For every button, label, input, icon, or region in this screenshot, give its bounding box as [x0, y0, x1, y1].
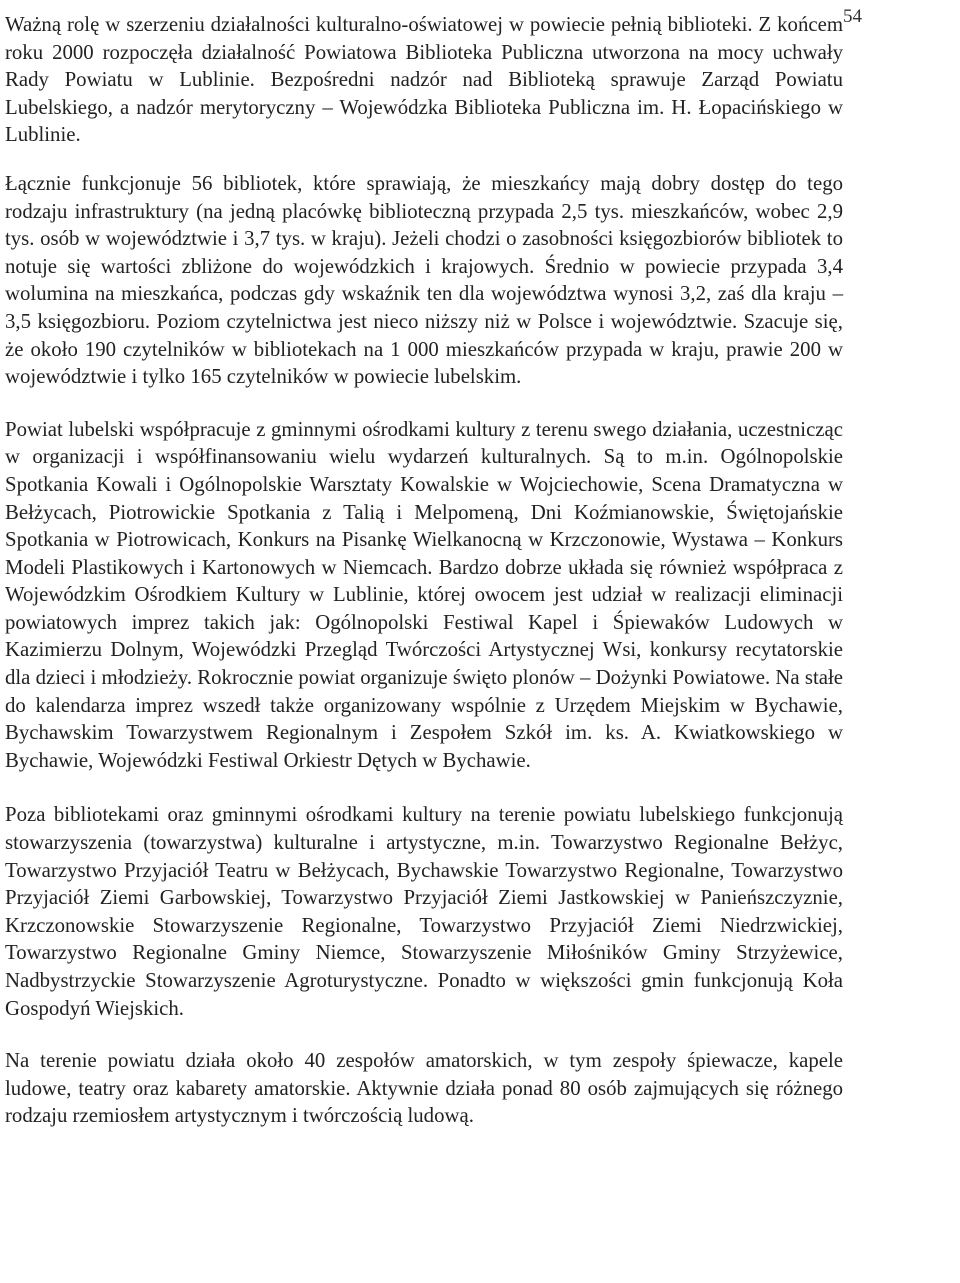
page-number: 54: [843, 6, 862, 27]
document-body: [5, 11, 843, 1130]
paragraph-amateur-groups: Na terenie powiatu działa około 40 zespołów amatorskich, w tym zespoły śpiewacze, kapele ludowe, teatry oraz kabarety amatorskie. Aktywnie działa ponad 80 osób zajmujących się różnego rodzaju rzemiosłem artystycznym i twórczością ludową.: [5, 1049, 843, 1128]
paragraph-library-statistics: Łącznie funkcjonuje 56 bibliotek, które sprawiają, że mieszkańcy mają dobry dostęp do tego rodzaju infrastruktury (na jedną placówkę biblioteczną przypada 2,5 tys. mieszkańców, wobec 2,9 tys. osób w województwie i 3,7 tys. w kraju). Jeżeli chodzi o zasobności księgozbiorów bibliotek to notuje się wartości zbliżone do wojewódzkich i krajowych. Średnio w powiecie przypada 3,4 wolumina na mieszkańca, podczas gdy wskaźnik ten dla województwa wynosi 3,2, zaś dla kraju – 3,5 księgozbioru. Poziom czytelnictwa jest nieco niższy niż w Polsce i województwie. Szacuje się, że około 190 czytelników w bibliotekach na 1 000 mieszkańców przypada w kraju, prawie 200 w województwie i tylko 165 czytelników w powiecie lubelskim.: [5, 171, 843, 389]
paragraph-associations: Poza bibliotekami oraz gminnymi ośrodkami kultury na terenie powiatu lubelskiego funkcjonują stowarzyszenia (towarzystwa) kulturalne i artystyczne, m.in. Towarzystwo Regionalne Bełżyc, Towarzystwo Przyjaciół Teatru w Bełżycach, Bychawskie Towarzystwo Regionalne, Towarzystwo Przyjaciół Ziemi Garbowskiej, Towarzystwo Przyjaciół Ziemi Jastkowskiej w Panieńszczyznie, Krzczonowskie Stowarzyszenie Regionalne, Towarzystwo Przyjaciół Ziemi Niedrzwickiej, Towarzystwo Regionalne Gminy Niemce, Stowarzyszenie Miłośników Gminy Strzyżewice, Nadbystrzyckie Stowarzyszenie Agroturystyczne. Ponadto w większości gmin funkcjonują Koła Gospodyń Wiejskich.: [5, 803, 843, 1020]
paragraph-libraries-intro: Ważną rolę w szerzeniu działalności kulturalno-oświatowej w powiecie pełnią biblioteki. Z końcem roku 2000 rozpoczęła działalność Powiatowa Biblioteka Publiczna utworzona na mocy uchwały Rady Powiatu w Lublinie. Bezpośredni nadzór nad Biblioteką sprawuje Zarząd Powiatu Lubelskiego, a nadzór merytoryczny – Wojewódzka Biblioteka Publiczna im. H. Łopacińskiego w Lublinie.: [5, 13, 843, 147]
paragraph-cultural-cooperation: Powiat lubelski współpracuje z gminnymi ośrodkami kultury z terenu swego działania, uczestnicząc w organizacji i współfinansowaniu wielu wydarzeń kulturalnych. Są to m.in. Ogólnopolskie Spotkania Kowali i Ogólnopolskie Warsztaty Kowalskie w Wojciechowie, Scena Dramatyczna w Bełżycach, Piotrowickie Spotkania z Talią i Melpomeną, Dni Koźmianowskie, Świętojańskie Spotkania w Piotrowicach, Konkurs na Pisankę Wielkanocną w Krzczonowie, Wystawa – Konkurs Modeli Plastikowych i Kartonowych w Niemcach. Bardzo dobrze układa się również współpraca z Wojewódzkim Ośrodkiem Kultury w Lublinie, której owocem jest udział w realizacji eliminacji powiatowych imprez takich jak: Ogólnopolski Festiwal Kapel i Śpiewaków Ludowych w Kazimierzu Dolnym, Wojewódzki Przegląd Twórczości Artystycznej Wsi, konkursy recytatorskie dla dzieci i młodzieży. Rokrocznie powiat organizuje święto plonów – Dożynki Powiatowe. Na stałe do kalendarza imprez wszedł także organizowany wspólnie z Urzędem Miejskim w Bychawie, Bychawskim Towarzystwem Regionalnym i Zespołem Szkół im. ks. A. Kwiatkowskiego w Bychawie, Wojewódzki Festiwal Orkiestr Dętych w Bychawie.: [5, 417, 843, 772]
